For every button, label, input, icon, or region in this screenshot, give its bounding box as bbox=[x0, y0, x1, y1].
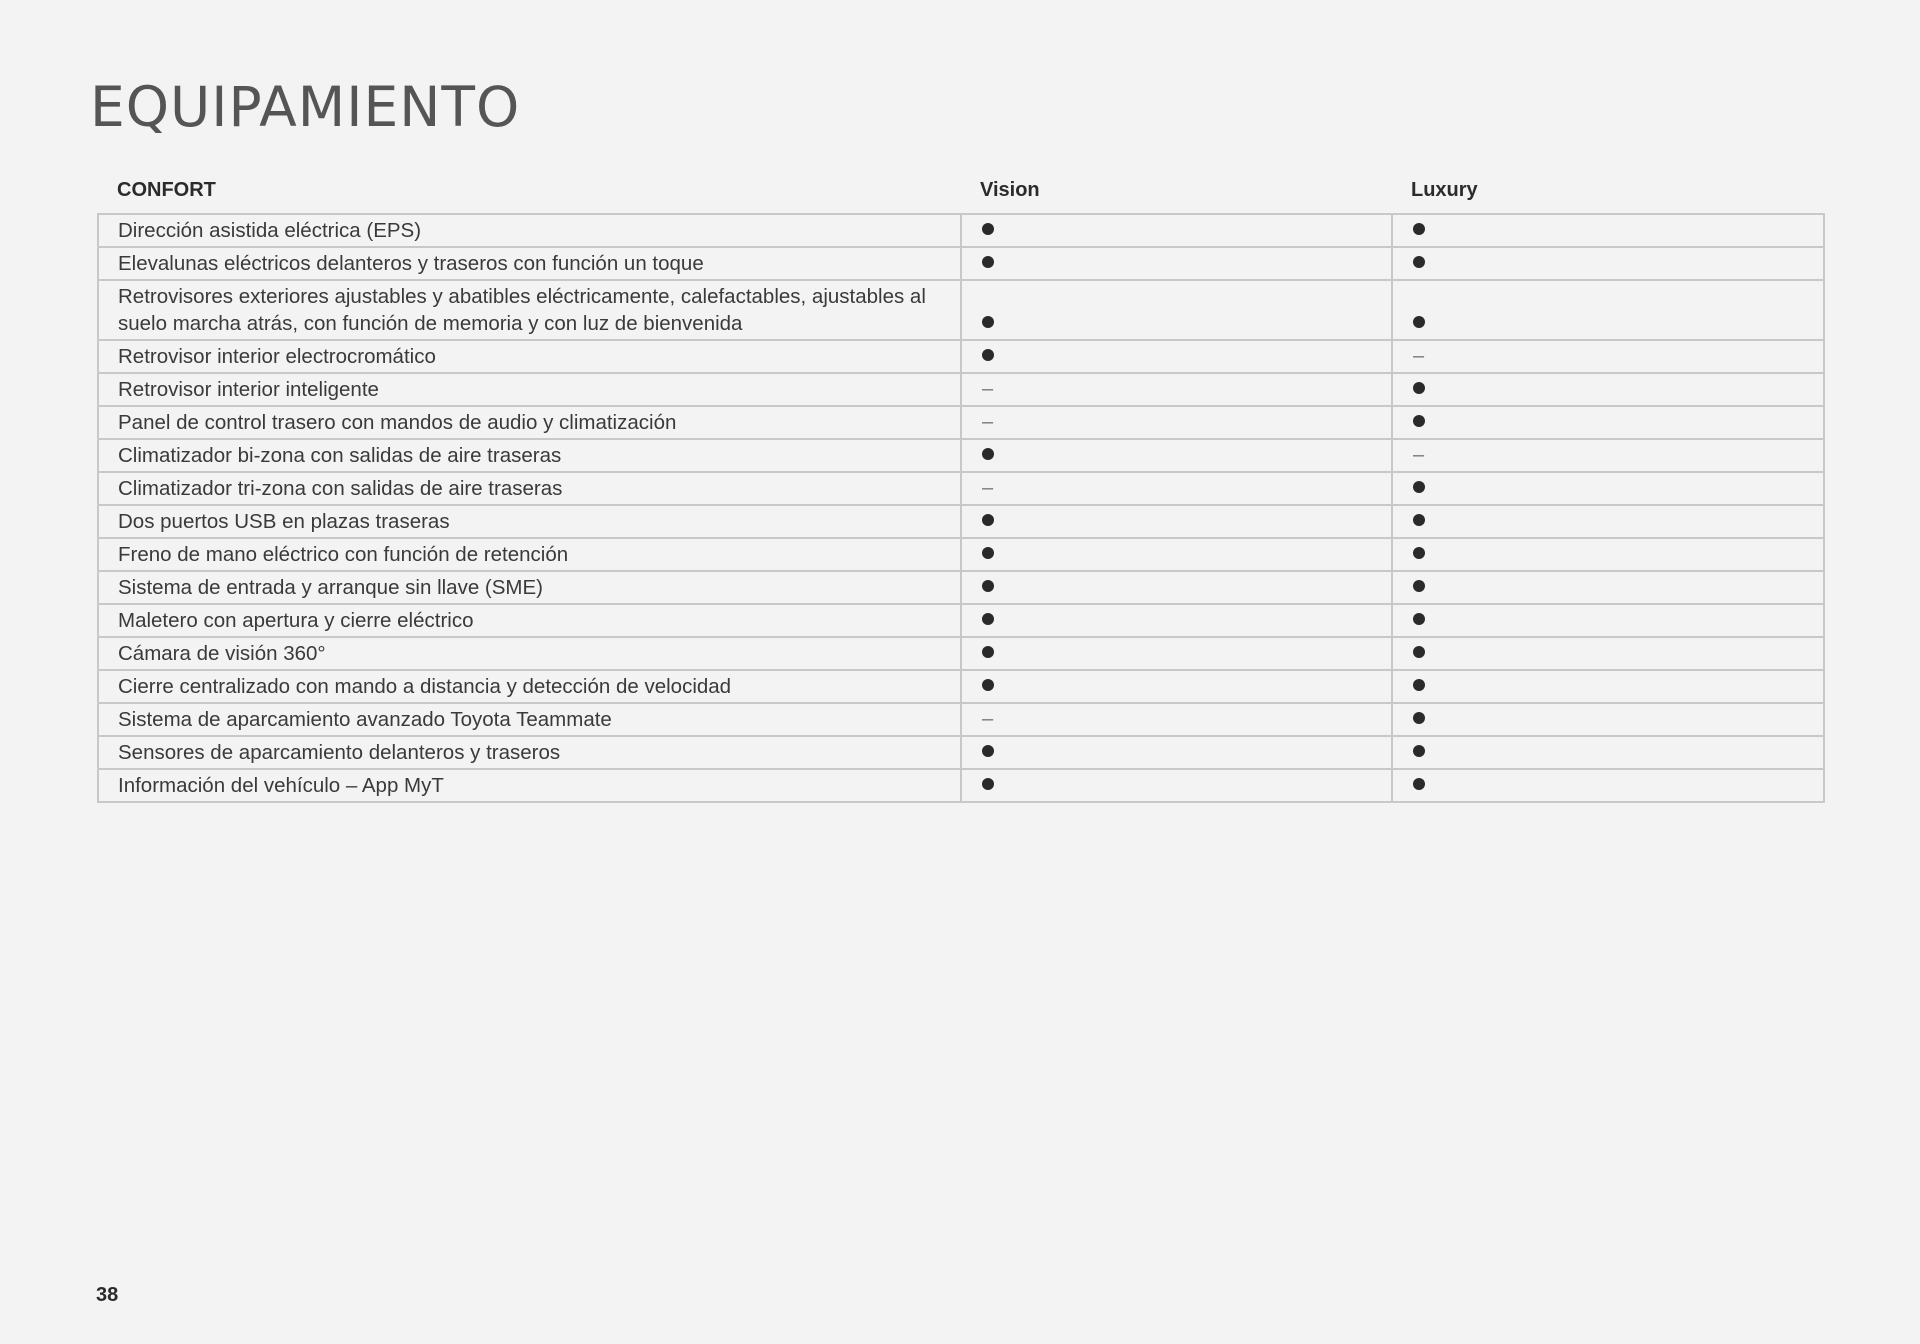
included-dot-icon bbox=[1413, 679, 1425, 691]
luxury-cell bbox=[1392, 571, 1824, 604]
luxury-cell bbox=[1392, 736, 1824, 769]
included-dot-icon bbox=[1413, 547, 1425, 559]
included-dot-icon bbox=[1413, 514, 1425, 526]
included-dot-icon bbox=[1413, 223, 1425, 235]
included-dot-icon bbox=[982, 256, 994, 268]
table-row bbox=[98, 769, 1824, 802]
feature-cell: Climatizador bi-zona con salidas de aire traseras bbox=[98, 439, 961, 472]
included-dot-icon bbox=[1413, 778, 1425, 790]
included-dot-icon bbox=[982, 547, 994, 559]
luxury-column-header: Luxury bbox=[1411, 178, 1478, 201]
table-row bbox=[98, 472, 1824, 505]
vision-cell: – bbox=[961, 472, 1392, 505]
table-row bbox=[98, 247, 1824, 280]
vision-cell bbox=[961, 439, 1392, 472]
luxury-cell bbox=[1392, 604, 1824, 637]
included-dot-icon bbox=[982, 514, 994, 526]
luxury-cell bbox=[1392, 505, 1824, 538]
luxury-cell bbox=[1392, 769, 1824, 802]
feature-cell: Dirección asistida eléctrica (EPS) bbox=[98, 214, 961, 247]
luxury-cell bbox=[1392, 214, 1824, 247]
included-dot-icon bbox=[982, 778, 994, 790]
vision-cell bbox=[961, 670, 1392, 703]
included-dot-icon bbox=[982, 679, 994, 691]
included-dot-icon bbox=[982, 316, 994, 328]
table-row bbox=[98, 571, 1824, 604]
included-dot-icon bbox=[982, 613, 994, 625]
included-dot-icon bbox=[982, 223, 994, 235]
luxury-cell bbox=[1392, 637, 1824, 670]
table-row bbox=[98, 340, 1824, 373]
feature-cell: Climatizador tri-zona con salidas de aire traseras bbox=[98, 472, 961, 505]
included-dot-icon bbox=[1413, 316, 1425, 328]
table-row bbox=[98, 280, 1824, 340]
vision-cell bbox=[961, 214, 1392, 247]
included-dot-icon bbox=[1413, 580, 1425, 592]
table-row bbox=[98, 670, 1824, 703]
equipment-table bbox=[97, 170, 1825, 803]
vision-cell: – bbox=[961, 373, 1392, 406]
table-row bbox=[98, 538, 1824, 571]
luxury-cell bbox=[1392, 670, 1824, 703]
luxury-cell bbox=[1392, 280, 1824, 340]
feature-cell: Freno de mano eléctrico con función de retención bbox=[98, 538, 961, 571]
feature-cell: Retrovisores exteriores ajustables y abatibles eléctricamente, calefactables, ajustables al suelo marcha atrás, con función de memoria y con luz de bienvenida bbox=[98, 280, 961, 340]
feature-cell: Sistema de entrada y arranque sin llave (SME) bbox=[98, 571, 961, 604]
feature-cell: Sensores de aparcamiento delanteros y traseros bbox=[98, 736, 961, 769]
table-header-row bbox=[98, 170, 1824, 214]
vision-cell bbox=[961, 571, 1392, 604]
feature-cell: Retrovisor interior electrocromático bbox=[98, 340, 961, 373]
luxury-cell bbox=[1392, 373, 1824, 406]
vision-cell: – bbox=[961, 703, 1392, 736]
included-dot-icon bbox=[982, 580, 994, 592]
vision-cell bbox=[961, 769, 1392, 802]
feature-cell: Información del vehículo – App MyT bbox=[98, 769, 961, 802]
table-row bbox=[98, 373, 1824, 406]
feature-cell: Panel de control trasero con mandos de audio y climatización bbox=[98, 406, 961, 439]
table-row bbox=[98, 406, 1824, 439]
vision-cell: – bbox=[961, 406, 1392, 439]
table-row bbox=[98, 439, 1824, 472]
luxury-cell bbox=[1392, 703, 1824, 736]
table-row bbox=[98, 505, 1824, 538]
included-dot-icon bbox=[1413, 256, 1425, 268]
table-row bbox=[98, 736, 1824, 769]
included-dot-icon bbox=[982, 646, 994, 658]
feature-cell: Elevalunas eléctricos delanteros y traseros con función un toque bbox=[98, 247, 961, 280]
feature-cell: Cierre centralizado con mando a distancia y detección de velocidad bbox=[98, 670, 961, 703]
vision-cell bbox=[961, 340, 1392, 373]
table-row bbox=[98, 604, 1824, 637]
page-number: 38 bbox=[96, 1284, 119, 1306]
included-dot-icon bbox=[1413, 646, 1425, 658]
feature-cell: Maletero con apertura y cierre eléctrico bbox=[98, 604, 961, 637]
table-row bbox=[98, 637, 1824, 670]
vision-cell bbox=[961, 604, 1392, 637]
table-body bbox=[98, 214, 1824, 802]
section-header: CONFORT bbox=[117, 178, 216, 201]
table-row bbox=[98, 214, 1824, 247]
vision-cell bbox=[961, 736, 1392, 769]
feature-cell: Sistema de aparcamiento avanzado Toyota Teammate bbox=[98, 703, 961, 736]
luxury-cell: – bbox=[1392, 340, 1824, 373]
luxury-cell: – bbox=[1392, 439, 1824, 472]
luxury-cell bbox=[1392, 247, 1824, 280]
feature-cell: Retrovisor interior inteligente bbox=[98, 373, 961, 406]
luxury-cell bbox=[1392, 538, 1824, 571]
vision-cell bbox=[961, 637, 1392, 670]
vision-cell bbox=[961, 538, 1392, 571]
feature-cell: Dos puertos USB en plazas traseras bbox=[98, 505, 961, 538]
included-dot-icon bbox=[1413, 415, 1425, 427]
vision-cell bbox=[961, 280, 1392, 340]
luxury-cell bbox=[1392, 406, 1824, 439]
vision-cell bbox=[961, 505, 1392, 538]
included-dot-icon bbox=[982, 745, 994, 757]
vision-cell bbox=[961, 247, 1392, 280]
included-dot-icon bbox=[1413, 745, 1425, 757]
included-dot-icon bbox=[982, 349, 994, 361]
table-row bbox=[98, 703, 1824, 736]
included-dot-icon bbox=[1413, 481, 1425, 493]
vision-column-header: Vision bbox=[980, 178, 1040, 201]
feature-cell: Cámara de visión 360° bbox=[98, 637, 961, 670]
page-title: EQUIPAMIENTO bbox=[90, 75, 521, 139]
included-dot-icon bbox=[1413, 382, 1425, 394]
included-dot-icon bbox=[1413, 712, 1425, 724]
included-dot-icon bbox=[1413, 613, 1425, 625]
included-dot-icon bbox=[982, 448, 994, 460]
luxury-cell bbox=[1392, 472, 1824, 505]
